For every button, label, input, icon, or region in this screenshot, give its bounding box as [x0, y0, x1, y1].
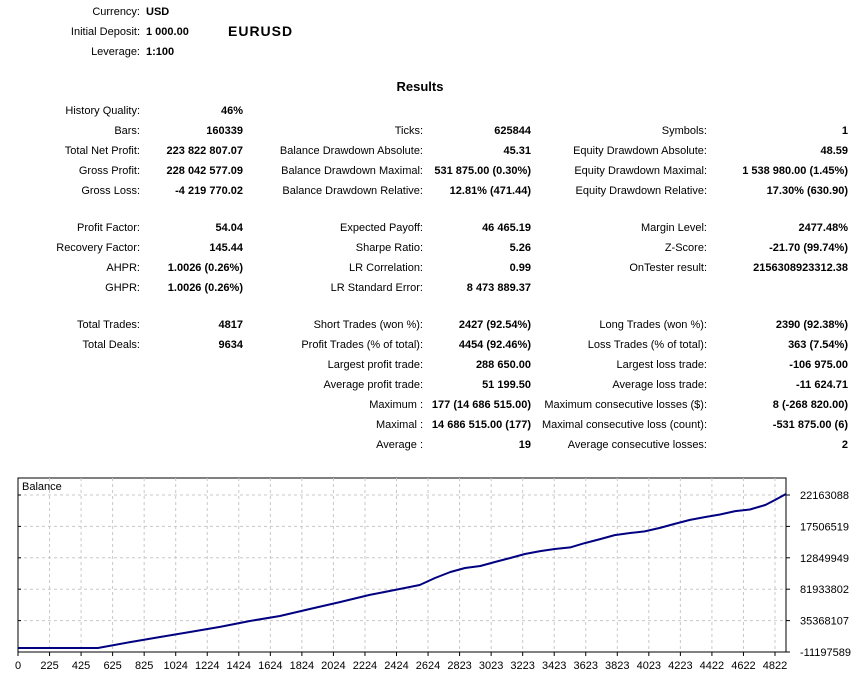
- chart-border: [18, 478, 786, 652]
- stat-value: 5.26: [509, 242, 531, 254]
- stat-label: Profit Factor:: [77, 222, 140, 234]
- stat-label: Sharpe Ratio:: [355, 242, 423, 254]
- stats-row: [0, 141, 848, 161]
- stat-value: 223 822 807.07: [166, 145, 243, 157]
- stat-value: 9634: [218, 339, 243, 351]
- y-tick-label: 22163088: [800, 490, 849, 502]
- stat-label: LR Correlation:: [349, 262, 423, 274]
- stat-label: Largest loss trade:: [616, 359, 707, 371]
- stat-value: 363 (7.54%): [788, 339, 848, 351]
- stat-value: -4 219 770.02: [175, 185, 243, 197]
- stat-value: 8 473 889.37: [466, 282, 531, 294]
- stats-row: [0, 101, 848, 121]
- stat-label: Total Trades:: [77, 319, 140, 331]
- stats-block: [0, 315, 848, 455]
- stat-value: 160339: [206, 125, 243, 137]
- stat-label: Symbols:: [661, 125, 707, 137]
- stat-label: Bars:: [114, 125, 140, 137]
- stat-value: 531 875.00 (0.30%): [434, 165, 531, 177]
- initial-deposit-row: [0, 22, 189, 42]
- stat-value: 1.0026 (0.26%): [167, 282, 243, 294]
- stat-value: 1.0026 (0.26%): [167, 262, 243, 274]
- stat-label: GHPR:: [105, 282, 140, 294]
- stat-value: 145.44: [209, 242, 243, 254]
- stat-label: Long Trades (won %):: [599, 319, 707, 331]
- x-tick-label: 0: [14, 660, 22, 672]
- chart-legend-balance: Balance: [22, 481, 62, 493]
- stats-row: [0, 181, 848, 201]
- x-tick-label: 3623: [573, 660, 598, 672]
- stat-value: -11 624.71: [796, 379, 848, 391]
- stats-row: [0, 161, 848, 181]
- x-tick-label: 4422: [699, 660, 725, 672]
- stat-value: 0.99: [509, 262, 531, 274]
- y-tick-label: 35368107: [800, 615, 849, 628]
- stat-label: Ticks:: [394, 125, 423, 137]
- stat-value: 177 (14 686 515.00): [431, 399, 531, 411]
- stat-label: AHPR:: [106, 262, 140, 274]
- stats-row: [0, 435, 848, 455]
- currency-value: USD: [146, 6, 170, 18]
- initial-deposit-value: 1 000.00: [146, 26, 189, 38]
- x-tick-label: 3223: [510, 660, 535, 672]
- stats-row: [0, 355, 848, 375]
- stat-value: 46 465.19: [482, 222, 531, 234]
- stat-label: Balance Drawdown Relative:: [282, 185, 423, 197]
- x-tick-label: 4223: [668, 660, 693, 672]
- stat-label: Equity Drawdown Absolute:: [573, 145, 707, 157]
- stat-label: Maximal :: [375, 419, 423, 431]
- x-tick-label: 1824: [289, 660, 315, 672]
- stat-label: Largest profit trade:: [327, 359, 423, 371]
- stat-label: Profit Trades (% of total):: [301, 339, 423, 351]
- stat-label: Maximum :: [369, 399, 423, 411]
- balance-line: [18, 494, 786, 648]
- stat-value: 45.31: [503, 145, 531, 157]
- stat-value: -531 875.00 (6): [772, 419, 848, 431]
- stat-label: Balance Drawdown Absolute:: [279, 145, 423, 157]
- stats-row: [0, 315, 848, 335]
- stat-value: 51 199.50: [482, 379, 531, 391]
- stat-label: LR Standard Error:: [330, 282, 423, 294]
- balance-chart: [10, 470, 862, 676]
- stat-value: 19: [518, 439, 531, 451]
- stat-value: 48.59: [820, 145, 848, 157]
- balance-chart-svg: [10, 470, 862, 676]
- x-axis-labels: [15, 660, 787, 672]
- stat-value: 4454 (92.46%): [458, 339, 531, 351]
- chart-ticks: [18, 495, 790, 656]
- x-tick-label: 1224: [195, 660, 220, 672]
- x-tick-label: 4822: [762, 660, 788, 672]
- leverage-row: [0, 42, 189, 62]
- stats-row: [0, 218, 848, 238]
- stat-label: History Quality:: [65, 105, 140, 117]
- stats-block: [0, 101, 848, 201]
- stat-label: Maximal consecutive loss (count):: [541, 419, 707, 431]
- stat-label: Gross Loss:: [81, 185, 140, 197]
- stat-label: Average consecutive losses:: [567, 439, 707, 451]
- stat-label: Expected Payoff:: [340, 222, 423, 234]
- x-tick-label: 1624: [258, 660, 283, 672]
- stat-value: -21.70 (99.74%): [769, 242, 848, 254]
- x-tick-label: 625: [103, 660, 122, 672]
- stats-row: [0, 335, 848, 355]
- x-tick-label: 2424: [384, 660, 409, 672]
- stat-label: OnTester result:: [629, 262, 707, 274]
- y-tick-label: -11197589: [800, 647, 851, 659]
- stat-value: 1 538 980.00 (1.45%): [742, 165, 848, 177]
- x-tick-label: 1424: [226, 660, 252, 672]
- x-tick-label: 2624: [415, 660, 441, 672]
- stat-label: Balance Drawdown Maximal:: [281, 165, 423, 177]
- stats-table: [0, 101, 848, 472]
- y-axis-labels: [800, 490, 851, 659]
- stat-label: Short Trades (won %):: [313, 319, 423, 331]
- x-tick-label: 2823: [447, 660, 472, 672]
- stat-label: Recovery Factor:: [56, 242, 140, 254]
- chart-grid: [18, 478, 786, 652]
- x-tick-label: 225: [40, 660, 59, 672]
- stat-value: 1: [841, 125, 848, 137]
- stats-row: [0, 415, 848, 435]
- stat-value: 8 (-268 820.00): [772, 399, 848, 411]
- x-tick-label: 4023: [636, 660, 662, 672]
- initial-deposit-label: Initial Deposit:: [70, 26, 140, 38]
- stat-label: Maximum consecutive losses ($):: [544, 399, 707, 411]
- stat-value: -106 975.00: [789, 359, 848, 371]
- x-tick-label: 3823: [605, 660, 630, 672]
- stat-label: Average :: [376, 439, 423, 451]
- stat-value: 14 686 515.00 (177): [431, 419, 531, 431]
- x-tick-label: 4622: [731, 660, 756, 672]
- stat-value: 54.04: [215, 222, 243, 234]
- stat-value: 228 042 577.09: [166, 165, 243, 177]
- x-tick-label: 825: [134, 660, 154, 672]
- stat-value: 12.81% (471.44): [449, 185, 531, 197]
- stats-row: [0, 121, 848, 141]
- stat-value: 2477.48%: [798, 222, 848, 234]
- stat-label: Gross Profit:: [78, 165, 140, 177]
- x-tick-label: 3423: [541, 660, 567, 672]
- symbol-name: EURUSD: [228, 23, 294, 39]
- stat-value: 2156308923312.38: [753, 262, 848, 274]
- y-tick-label: 12849949: [800, 552, 849, 565]
- results-title: Results: [396, 79, 444, 94]
- x-tick-label: 1024: [163, 660, 188, 672]
- stats-row: [0, 258, 848, 278]
- leverage-value: 1:100: [146, 46, 175, 58]
- stats-block: [0, 218, 848, 298]
- stat-value: 625844: [494, 125, 531, 137]
- stats-row: [0, 278, 848, 298]
- currency-label: Currency:: [92, 6, 140, 18]
- stats-row: [0, 238, 848, 258]
- stat-label: Equity Drawdown Relative:: [575, 185, 707, 197]
- stat-label: Margin Level:: [640, 222, 707, 234]
- stat-label: Loss Trades (% of total):: [587, 339, 707, 351]
- y-tick-label: 81933802: [800, 584, 849, 597]
- stat-value: 2427 (92.54%): [458, 319, 531, 331]
- x-tick-label: 2224: [352, 660, 378, 672]
- stats-row: [0, 375, 848, 395]
- stat-value: 2: [841, 439, 848, 451]
- y-tick-label: 17506519: [800, 521, 849, 534]
- stat-label: Average loss trade:: [612, 379, 707, 391]
- stat-label: Z-Score:: [664, 242, 707, 254]
- x-tick-label: 425: [71, 660, 91, 672]
- stat-value: 2390 (92.38%): [775, 319, 848, 331]
- stat-label: Average profit trade:: [323, 379, 423, 391]
- stats-row: [0, 395, 848, 415]
- stat-label: Total Deals:: [82, 339, 140, 351]
- balance-series: [18, 494, 786, 648]
- currency-row: [0, 2, 189, 22]
- stat-label: Total Net Profit:: [64, 145, 140, 157]
- leverage-label: Leverage:: [91, 46, 140, 58]
- x-tick-label: 3023: [478, 660, 504, 672]
- x-tick-label: 2024: [321, 660, 346, 672]
- stat-value: 46%: [220, 105, 243, 117]
- stat-value: 288 650.00: [475, 359, 531, 371]
- stat-value: 17.30% (630.90): [766, 185, 848, 197]
- account-info: [0, 2, 189, 62]
- stat-label: Equity Drawdown Maximal:: [574, 165, 707, 177]
- stat-value: 4817: [218, 319, 243, 331]
